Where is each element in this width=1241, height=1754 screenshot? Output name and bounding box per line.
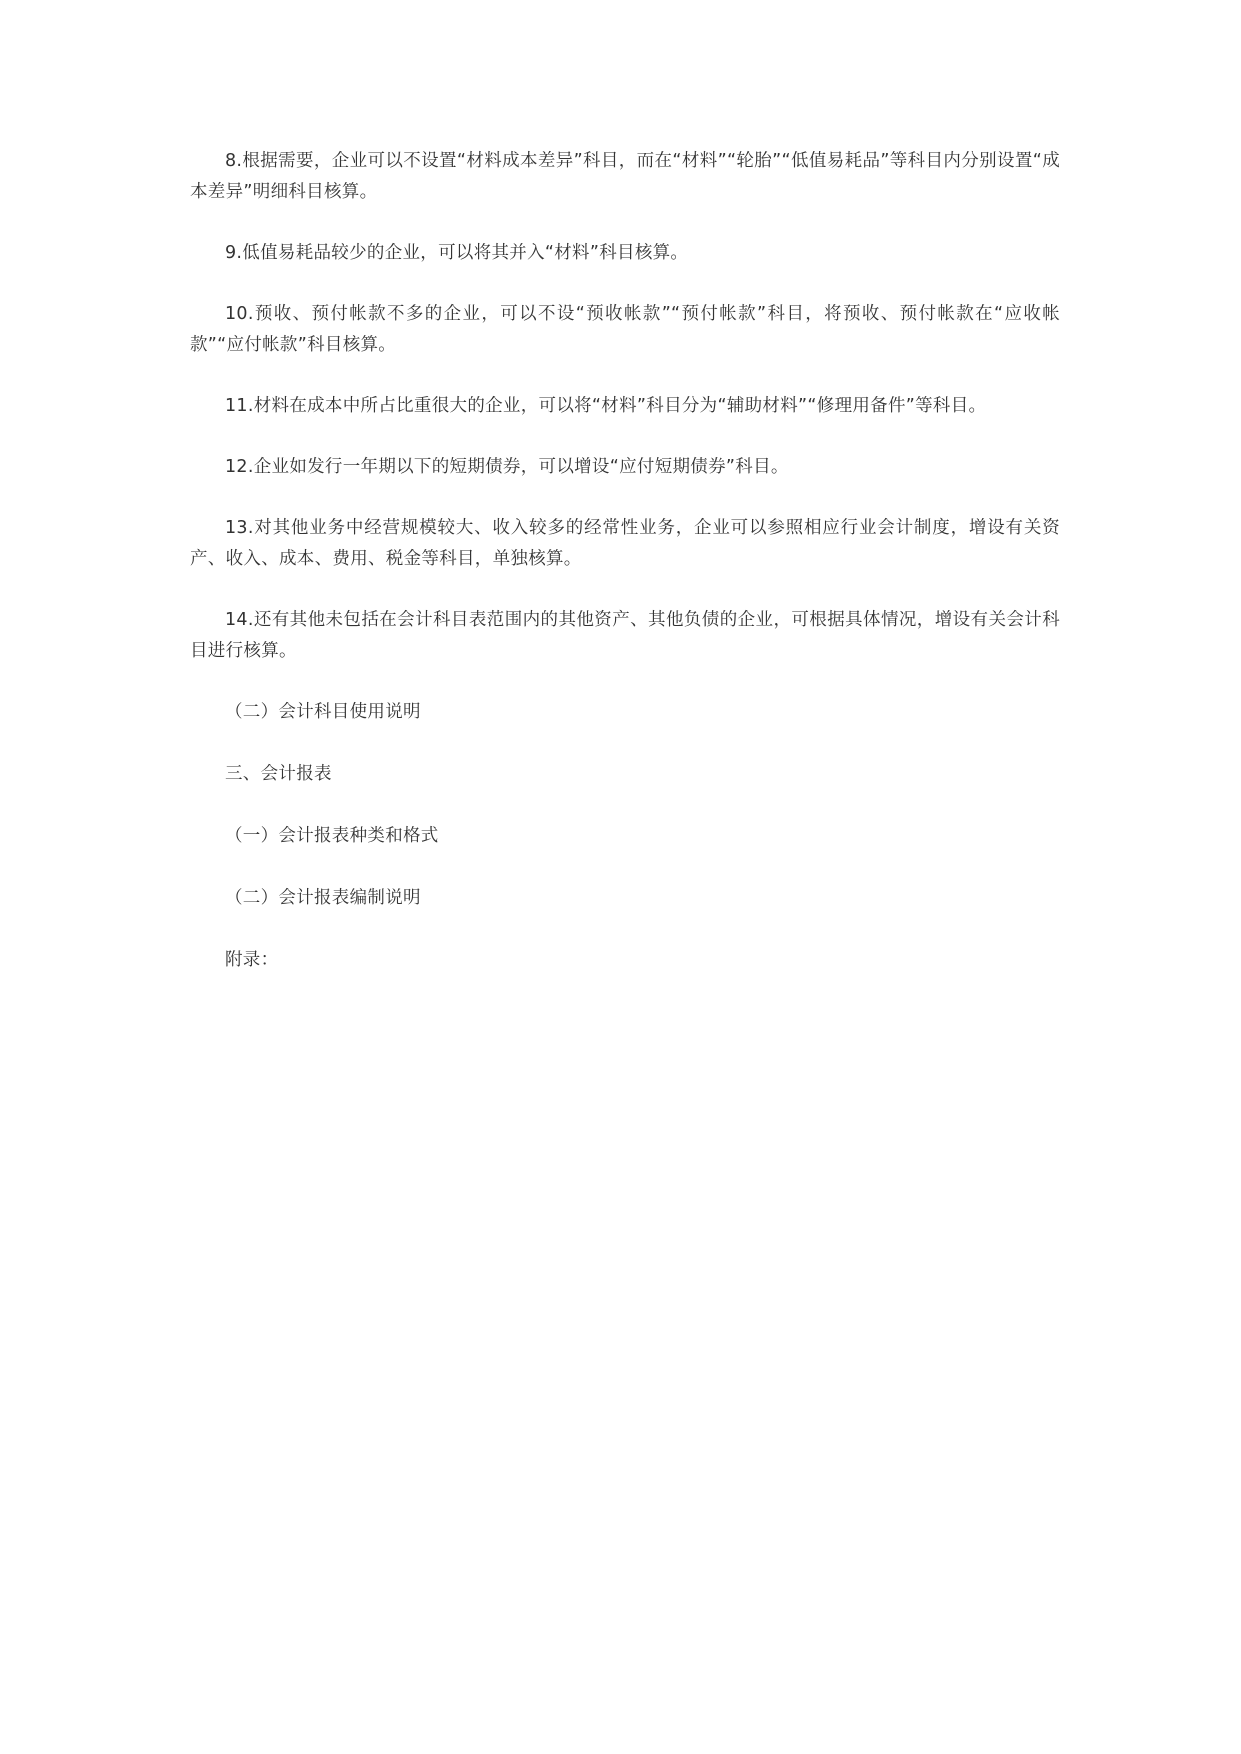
paragraph-number: 12. xyxy=(225,457,254,477)
paragraph-12 xyxy=(190,452,1060,483)
paragraph-10 xyxy=(190,299,1060,361)
paragraph-text: 企业如发行一年期以下的短期债券，可以增设“应付短期债券”科目。 xyxy=(253,457,789,477)
section-heading-account-usage: （二）会计科目使用说明 xyxy=(225,702,421,722)
section-heading-appendix: 附录： xyxy=(225,950,279,970)
document-page xyxy=(190,146,1060,1007)
paragraph-text: 对其他业务中经营规模较大、收入较多的经常性业务，企业可以参照相应行业会计制度，增设有关资产、收入、成本、费用、税金等科目，单独核算。 xyxy=(190,518,1060,569)
paragraph-text: 低值易耗品较少的企业，可以将其并入“材料”科目核算。 xyxy=(242,243,689,263)
paragraph-13 xyxy=(190,513,1060,575)
paragraph-number: 13. xyxy=(225,518,254,538)
paragraph-9 xyxy=(190,238,1060,269)
section-heading-report-types: （一）会计报表种类和格式 xyxy=(225,826,439,846)
section-heading-reports: 三、会计报表 xyxy=(225,764,332,784)
paragraph-text: 还有其他未包括在会计科目表范围内的其他资产、其他负债的企业，可根据具体情况，增设有关会计科目进行核算。 xyxy=(190,610,1060,661)
paragraph-text: 材料在成本中所占比重很大的企业，可以将“材料”科目分为“辅助材料”“修理用备件”等科目。 xyxy=(253,396,987,416)
paragraph-14 xyxy=(190,605,1060,667)
paragraph-11 xyxy=(190,391,1060,422)
paragraph-number: 11. xyxy=(225,396,254,416)
paragraph-number: 9. xyxy=(225,243,243,263)
paragraph-number: 14. xyxy=(225,610,254,630)
paragraph-number: 8. xyxy=(225,151,243,171)
paragraph-text: 根据需要，企业可以不设置“材料成本差异”科目，而在“材料”“轮胎”“低值易耗品”等科目内分别设置“成本差异”明细科目核算。 xyxy=(190,151,1060,202)
section-heading-report-preparation: （二）会计报表编制说明 xyxy=(225,888,421,908)
paragraph-text: 预收、预付帐款不多的企业，可以不设“预收帐款”“预付帐款”科目，将预收、预付帐款在“应收帐款”“应付帐款”科目核算。 xyxy=(190,304,1060,355)
paragraph-8 xyxy=(190,146,1060,208)
paragraph-number: 10. xyxy=(225,304,254,324)
